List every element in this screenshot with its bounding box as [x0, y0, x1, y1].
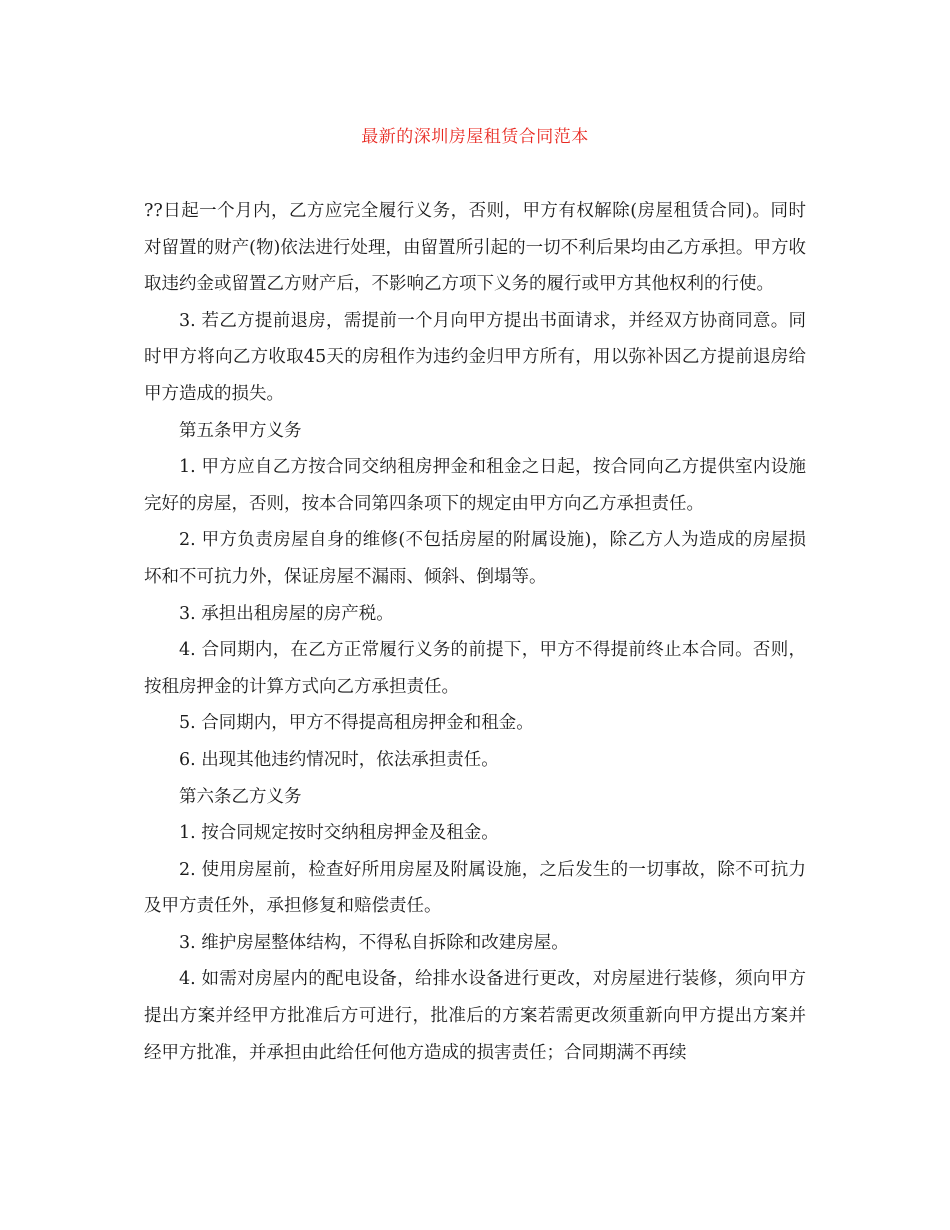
paragraph: 4. 如需对房屋内的配电设备，给排水设备进行更改，对房屋进行装修，须向甲方提出方案并经甲方批准后方可进行，批准后的方案若需更改须重新向甲方提出方案并经甲方批准，并承担由此给任何他方造成的损害责任；合同期满不再续	[144, 969, 806, 1063]
paragraph: 6. 出现其他违约情况时，依法承担责任。	[179, 749, 499, 770]
paragraph: 3. 承担出租房屋的房产税。	[179, 603, 394, 624]
document-title: 最新的深圳房屋租赁合同范本	[361, 127, 589, 147]
paragraph: 3. 维护房屋整体结构，不得私自拆除和改建房屋。	[179, 932, 569, 953]
document-body	[144, 193, 806, 1071]
paragraph: ??日起一个月内，乙方应完全履行义务，否则，甲方有权解除(房屋租赁合同)。同时对留置的财产(物)依法进行处理，由留置所引起的一切不利后果均由乙方承担。甲方收取违约金或留置乙方财产后，不影响乙方项下义务的履行或甲方其他权利的行使。	[144, 201, 806, 295]
paragraph: 1. 按合同规定按时交纳租房押金及租金。	[179, 823, 499, 844]
paragraph: 1. 甲方应自乙方按合同交纳租房押金和租金之日起，按合同向乙方提供室内设施完好的房屋，否则，按本合同第四条项下的规定由甲方向乙方承担责任。	[144, 457, 806, 514]
section-heading: 第五条甲方义务	[179, 420, 302, 441]
paragraph: 5. 合同期内，甲方不得提高租房押金和租金。	[179, 713, 534, 734]
paragraph: 2. 使用房屋前，检查好所用房屋及附属设施，之后发生的一切事故，除不可抗力及甲方责任外，承担修复和赔偿责任。	[144, 859, 806, 917]
paragraph: 4. 合同期内，在乙方正常履行义务的前提下，甲方不得提前终止本合同。否则，按租房押金的计算方式向乙方承担责任。	[144, 640, 806, 697]
paragraph: 2. 甲方负责房屋自身的维修(不包括房屋的附属设施)，除乙方人为造成的房屋损坏和不可抗力外，保证房屋不漏雨、倾斜、倒塌等。	[144, 530, 806, 587]
section-heading: 第六条乙方义务	[179, 786, 302, 807]
paragraph: 3. 若乙方提前退房，需提前一个月向甲方提出书面请求，并经双方协商同意。同时甲方将向乙方收取45天的房租作为违约金归甲方所有，用以弥补因乙方提前退房给甲方造成的损失。	[144, 310, 806, 404]
